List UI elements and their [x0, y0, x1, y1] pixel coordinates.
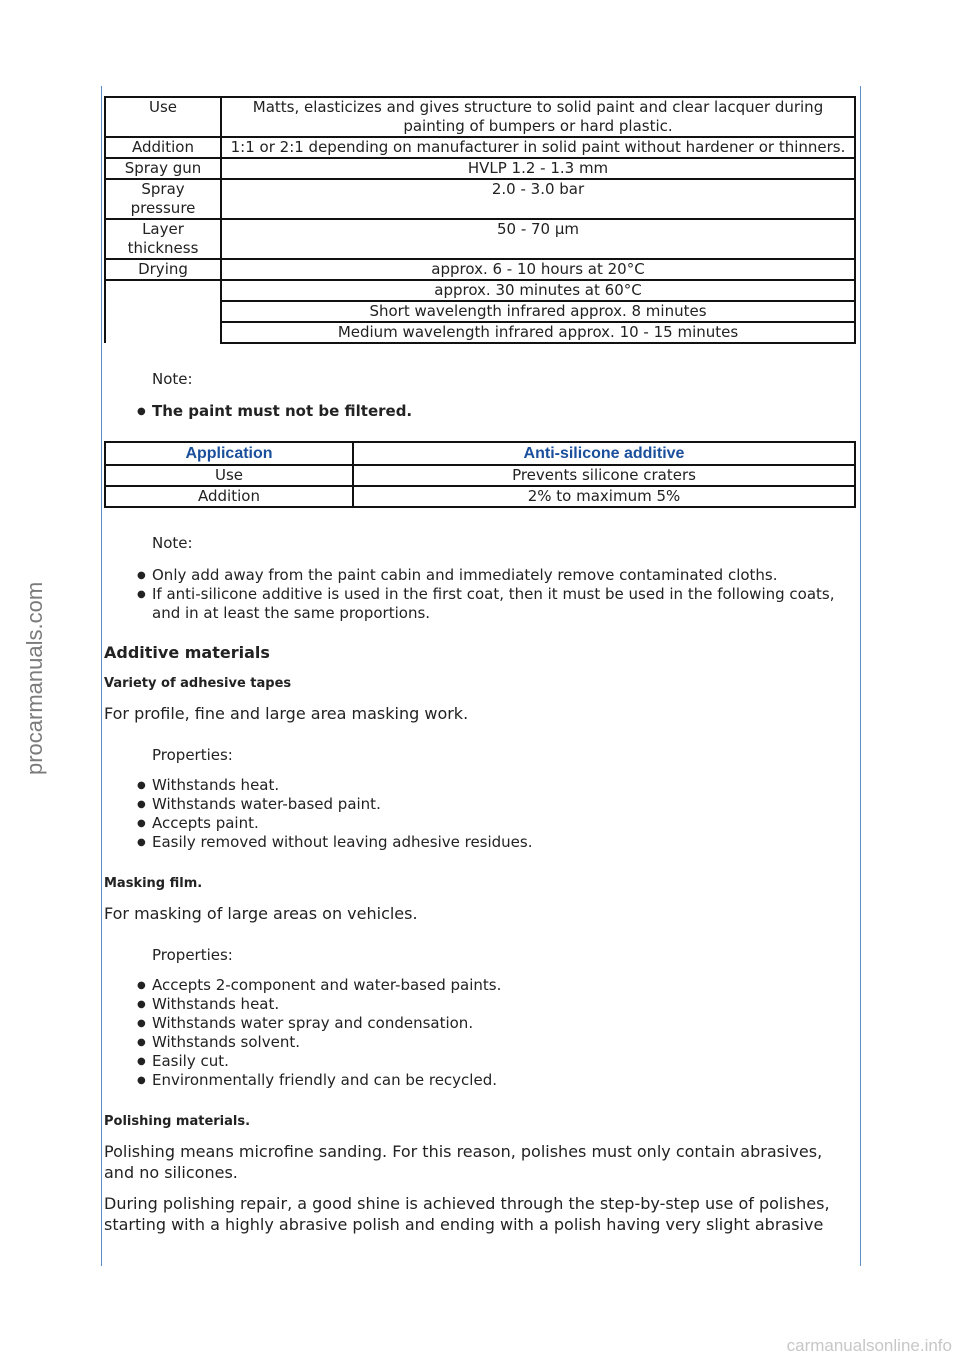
table-row [105, 137, 855, 158]
blank-cell [105, 280, 221, 343]
table-cell: Addition [105, 486, 353, 507]
additive-table [104, 441, 856, 508]
row-value: Short wavelength infrared approx. 8 minutes [221, 301, 855, 322]
subsection-heading: Polishing materials. [104, 1114, 251, 1129]
row-label: Spray gun [105, 158, 221, 179]
table-row [105, 465, 855, 486]
column-header: Application [105, 442, 353, 465]
paragraph: For masking of large areas on vehicles. [104, 904, 418, 923]
subsection-heading: Masking film. [104, 876, 203, 891]
column-header: Anti-silicone additive [353, 442, 855, 465]
paint-spec-table [104, 96, 856, 344]
table-row [105, 219, 855, 259]
row-label: Use [105, 97, 221, 137]
sidebar-watermark: procarmanuals.com [22, 581, 47, 775]
table-row [105, 158, 855, 179]
list-item: ● The paint must not be filtered. [152, 402, 856, 421]
note-list [104, 402, 856, 421]
row-label: Spray pressure [105, 179, 221, 219]
properties-list [104, 976, 856, 1090]
table-cell: Prevents silicone craters [353, 465, 855, 486]
paragraph: Polishing means microfine sanding. For this reason, polishes must only contain abrasives, and no silicones. [104, 1142, 823, 1182]
list-item: ● Accepts paint. [152, 814, 856, 833]
row-value: approx. 6 - 10 hours at 20°C [221, 259, 855, 280]
list-item: ● Withstands water-based paint. [152, 795, 856, 814]
list-item: ● Environmentally friendly and can be recycled. [152, 1071, 856, 1090]
properties-label: Properties: [152, 746, 233, 764]
row-value: 2.0 - 3.0 bar [221, 179, 855, 219]
list-item: ● If anti-silicone additive is used in the first coat, then it must be used in the following coats, and in at least the same proportions. [152, 585, 856, 623]
list-item: ● Withstands solvent. [152, 1033, 856, 1052]
row-label: Layer thickness [105, 219, 221, 259]
note-list [104, 566, 856, 623]
list-item: ● Accepts 2-component and water-based paints. [152, 976, 856, 995]
subsection-heading: Variety of adhesive tapes [104, 676, 292, 691]
row-value: Matts, elasticizes and gives structure to solid paint and clear lacquer during painting of bumpers or hard plastic. [221, 97, 855, 137]
note-label: Note: [152, 370, 193, 388]
row-value: approx. 30 minutes at 60°C [221, 280, 855, 301]
table-row [105, 486, 855, 507]
row-value: Medium wavelength infrared approx. 10 - 15 minutes [221, 322, 855, 343]
list-item: ● Withstands heat. [152, 776, 856, 795]
note-label: Note: [152, 534, 193, 552]
list-item: ● Withstands water spray and condensation. [152, 1014, 856, 1033]
table-row [105, 97, 855, 137]
document-body [104, 96, 856, 1235]
paragraph: During polishing repair, a good shine is achieved through the step-by-step use of polishes, starting with a highly abrasive polish and ending with a polish having very slight abrasive [104, 1194, 830, 1234]
row-value: 50 - 70 µm [221, 219, 855, 259]
list-item: ● Only add away from the paint cabin and immediately remove contaminated cloths. [152, 566, 856, 585]
table-cell: Use [105, 465, 353, 486]
list-item: ● Withstands heat. [152, 995, 856, 1014]
table-row [105, 280, 855, 301]
properties-label: Properties: [152, 946, 233, 964]
table-row [105, 259, 855, 280]
table-header-row [105, 442, 855, 465]
row-label: Drying [105, 259, 221, 280]
list-item: ● Easily cut. [152, 1052, 856, 1071]
row-label: Addition [105, 137, 221, 158]
properties-list [104, 776, 856, 852]
row-value: 1:1 or 2:1 depending on manufacturer in solid paint without hardener or thinners. [221, 137, 855, 158]
row-value: HVLP 1.2 - 1.3 mm [221, 158, 855, 179]
table-row [105, 179, 855, 219]
paragraph: For profile, fine and large area masking work. [104, 704, 469, 723]
table-cell: 2% to maximum 5% [353, 486, 855, 507]
list-item: ● Easily removed without leaving adhesive residues. [152, 833, 856, 852]
section-heading: Additive materials [104, 643, 270, 662]
footer-watermark: carmanualsonline.info [786, 1336, 952, 1355]
